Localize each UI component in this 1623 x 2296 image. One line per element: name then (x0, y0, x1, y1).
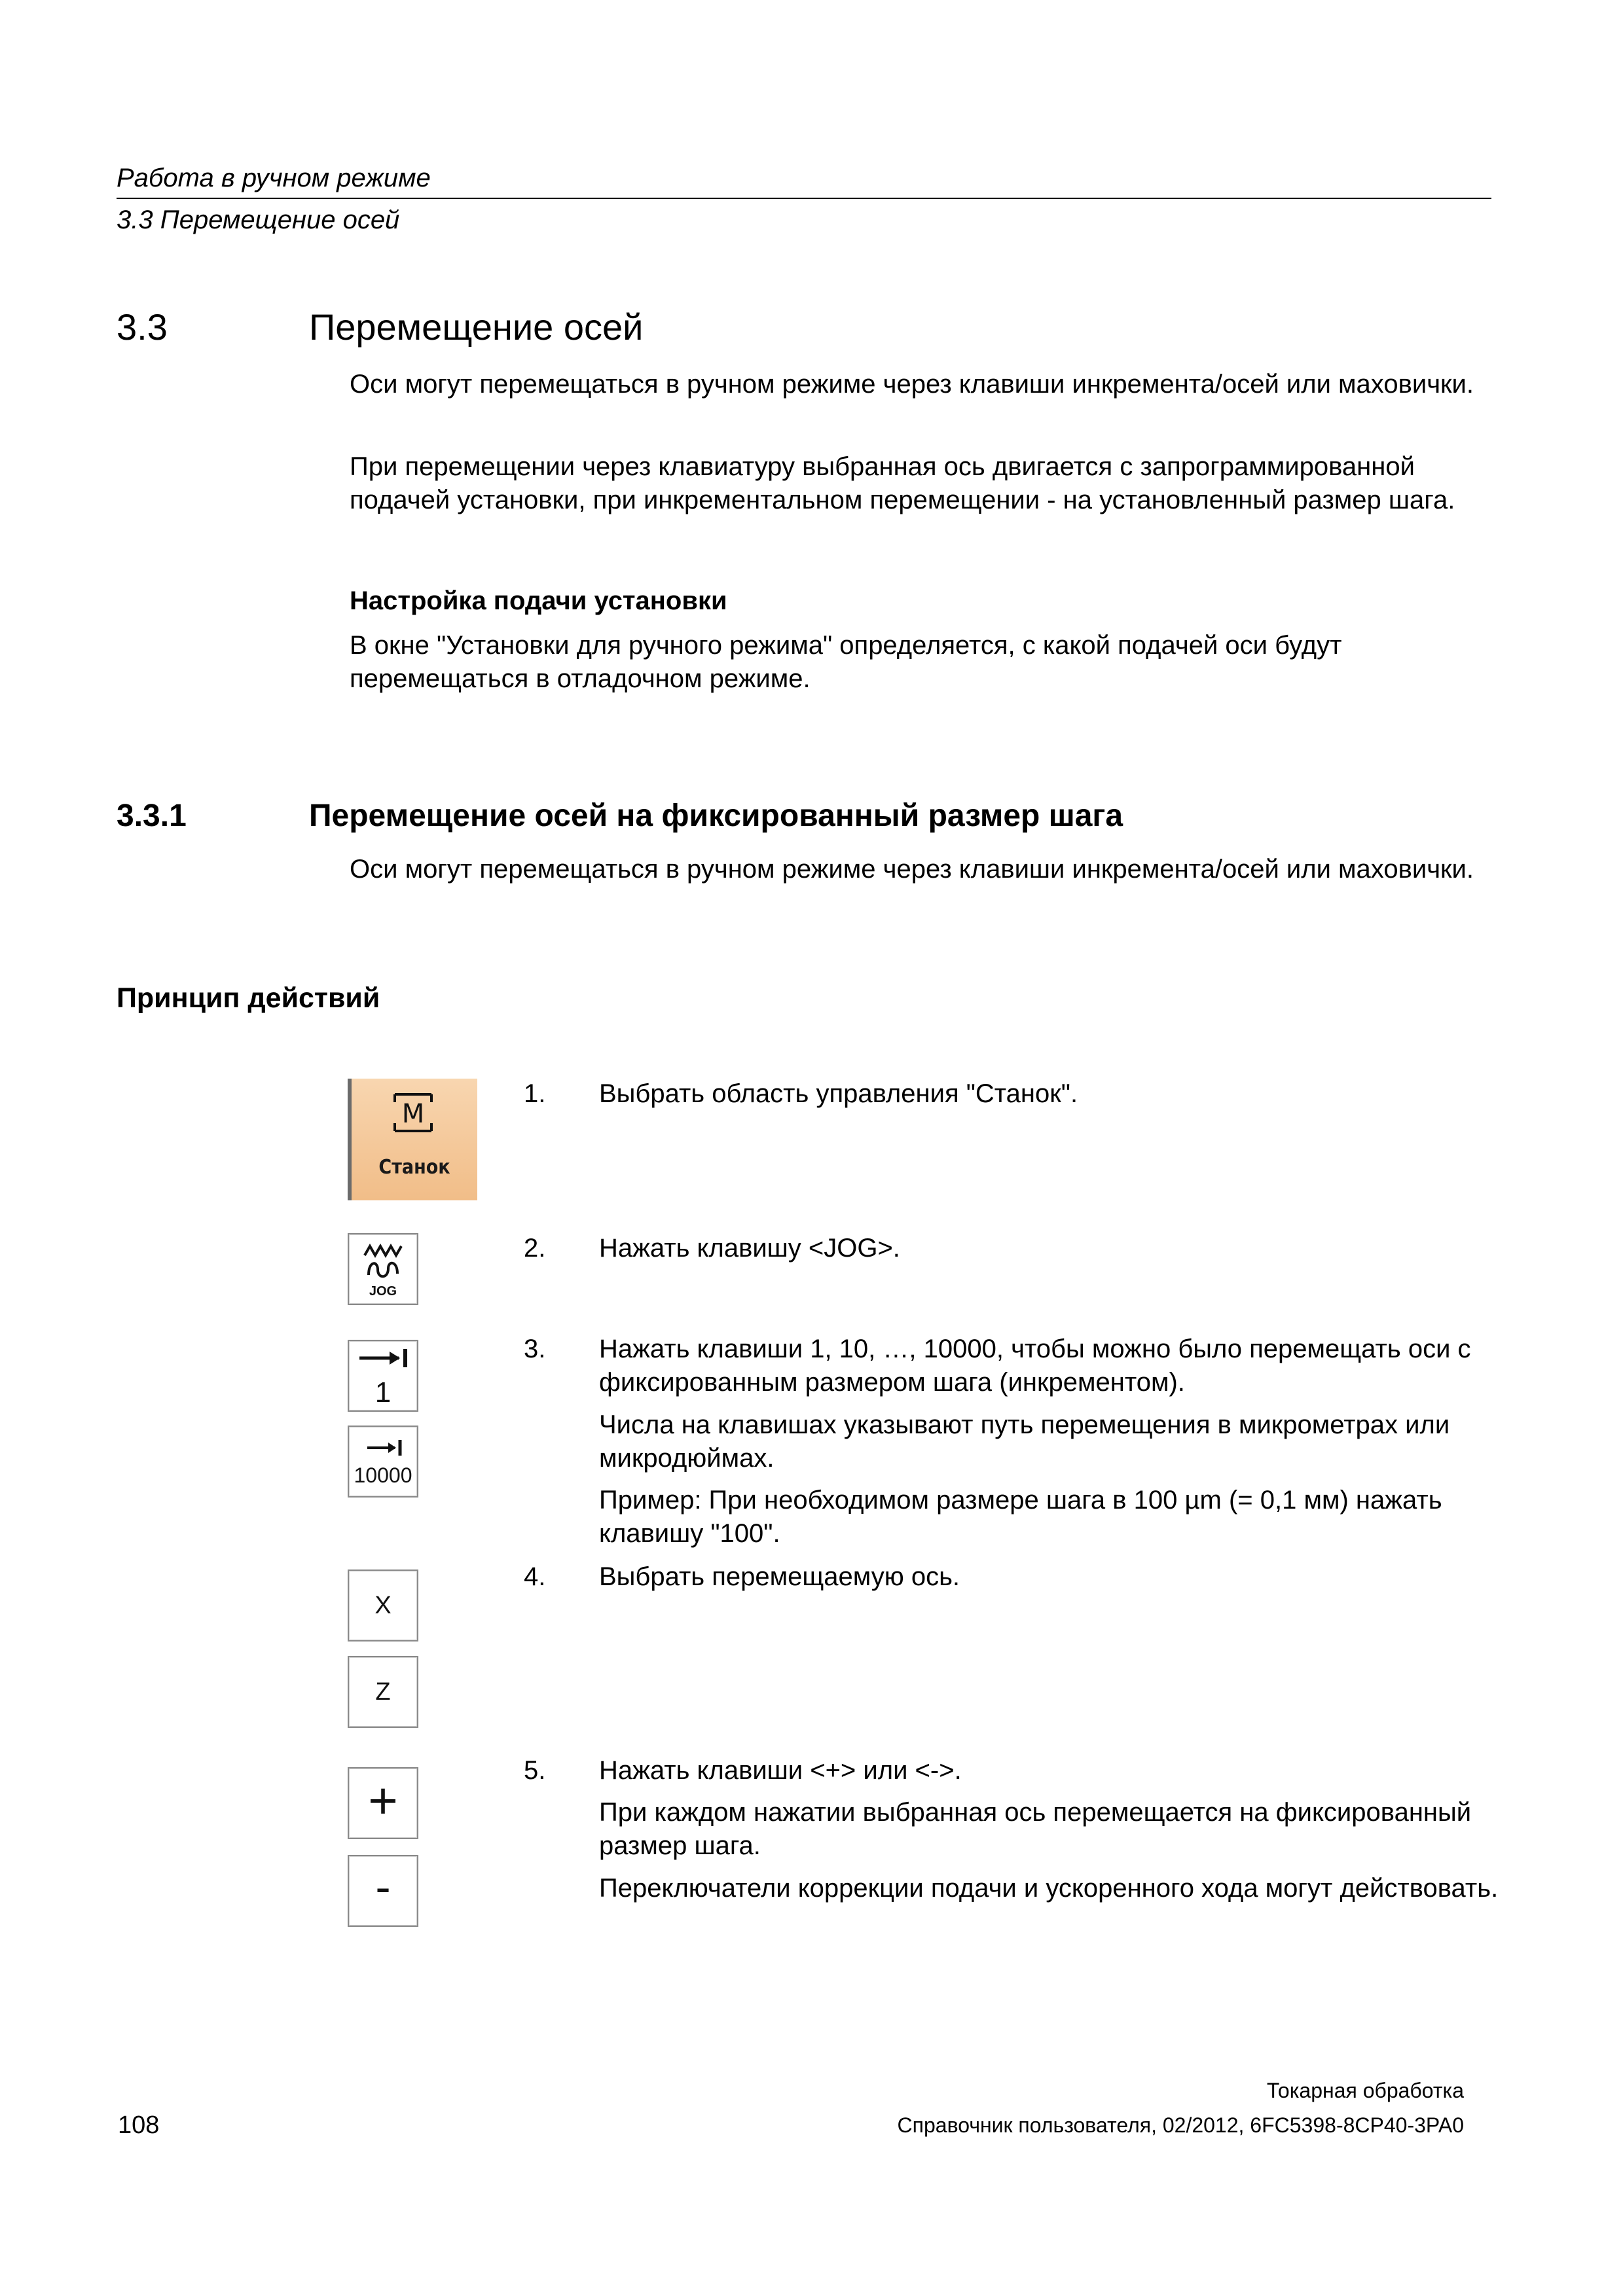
subsection-paragraph: Оси могут перемещаться в ручном режиме через клавиши инкремента/осей или маховички. (350, 855, 1474, 884)
increment-arrow-icon (357, 1346, 412, 1370)
increment-1-key[interactable] (348, 1340, 418, 1412)
section-number: 3.3 (117, 306, 168, 348)
step-2-text: Нажать клавишу <JOG>. (599, 1234, 900, 1263)
axis-z-key[interactable] (348, 1656, 418, 1728)
subheading-paragraph: В окне "Установки для ручного режима" определяется, с какой подачей оси будут перемещаться в отладочном режиме. (350, 631, 1342, 693)
machine-area-key[interactable] (348, 1079, 477, 1200)
step-3-text-3: Пример: При необходимом размере шага в 100 µm (= 0,1 мм) нажать клавишу "100". (599, 1486, 1442, 1548)
step-5-text-2: При каждом нажатии выбранная ось перемещается на фиксированный размер шага. (599, 1798, 1472, 1860)
page-number: 108 (118, 2111, 160, 2139)
step-5-text-1: Нажать клавиши <+> или <->. (599, 1756, 962, 1785)
minus-label: - (375, 1861, 391, 1912)
increment-arrow-icon (366, 1439, 405, 1457)
section-title: Перемещение осей (309, 306, 644, 348)
subsection-number: 3.3.1 (117, 798, 187, 833)
step-1-number: 1. (524, 1079, 546, 1108)
step-1-text: Выбрать область управления "Станок". (599, 1079, 1078, 1108)
increment-10000-key[interactable] (348, 1426, 418, 1498)
jog-key-label: JOG (369, 1284, 397, 1299)
subheading-feed-setting: Настройка подачи установки (350, 586, 727, 615)
section-paragraph-2: При перемещении через клавиатуру выбранная ось двигается с запрограммированной подачей установки, при инкрементальном перемещении - на установленный размер шага. (350, 452, 1455, 514)
header-rule (117, 198, 1491, 199)
footer-manual-id: Справочник пользователя, 02/2012, 6FC5398-8CP40-3PA0 (897, 2113, 1464, 2137)
step-5-text-3: Переключатели коррекции подачи и ускоренного хода могут действовать. (599, 1874, 1499, 1903)
footer-product: Токарная обработка (1266, 2079, 1464, 2102)
increment-1-label: 1 (374, 1376, 392, 1408)
step-3-number: 3. (524, 1335, 546, 1363)
running-header-section: 3.3 Перемещение осей (117, 206, 400, 234)
principle-heading: Принцип действий (117, 982, 380, 1014)
machine-glyph: M (401, 1099, 425, 1129)
subsection-title: Перемещение осей на фиксированный размер шага (309, 798, 1123, 833)
increment-10000-label: 10000 (354, 1463, 412, 1487)
step-4-number: 4. (524, 1562, 546, 1591)
axis-x-key[interactable] (348, 1570, 418, 1641)
jog-key[interactable] (348, 1233, 418, 1305)
minus-key[interactable] (348, 1855, 418, 1927)
machine-icon (392, 1092, 434, 1134)
machine-key-label: Станок (378, 1156, 450, 1179)
section-paragraph-1: Оси могут перемещаться в ручном режиме через клавиши инкремента/осей или маховички. (350, 370, 1474, 399)
step-5-number: 5. (524, 1756, 546, 1785)
step-3-text-1: Нажать клавиши 1, 10, …, 10000, чтобы можно было перемещать оси с фиксированным размером шага (инкрементом). (599, 1335, 1471, 1397)
plus-label: + (368, 1772, 398, 1829)
step-2-number: 2. (524, 1234, 546, 1263)
axis-x-label: X (374, 1592, 392, 1619)
axis-z-label: Z (375, 1678, 391, 1706)
step-4-text: Выбрать перемещаемую ось. (599, 1562, 960, 1591)
plus-key[interactable] (348, 1767, 418, 1839)
jog-icon (358, 1241, 409, 1282)
running-header-chapter: Работа в ручном режиме (117, 164, 431, 192)
step-3-text-2: Числа на клавишах указывают путь перемещения в микрометрах или микродюймах. (599, 1410, 1450, 1473)
